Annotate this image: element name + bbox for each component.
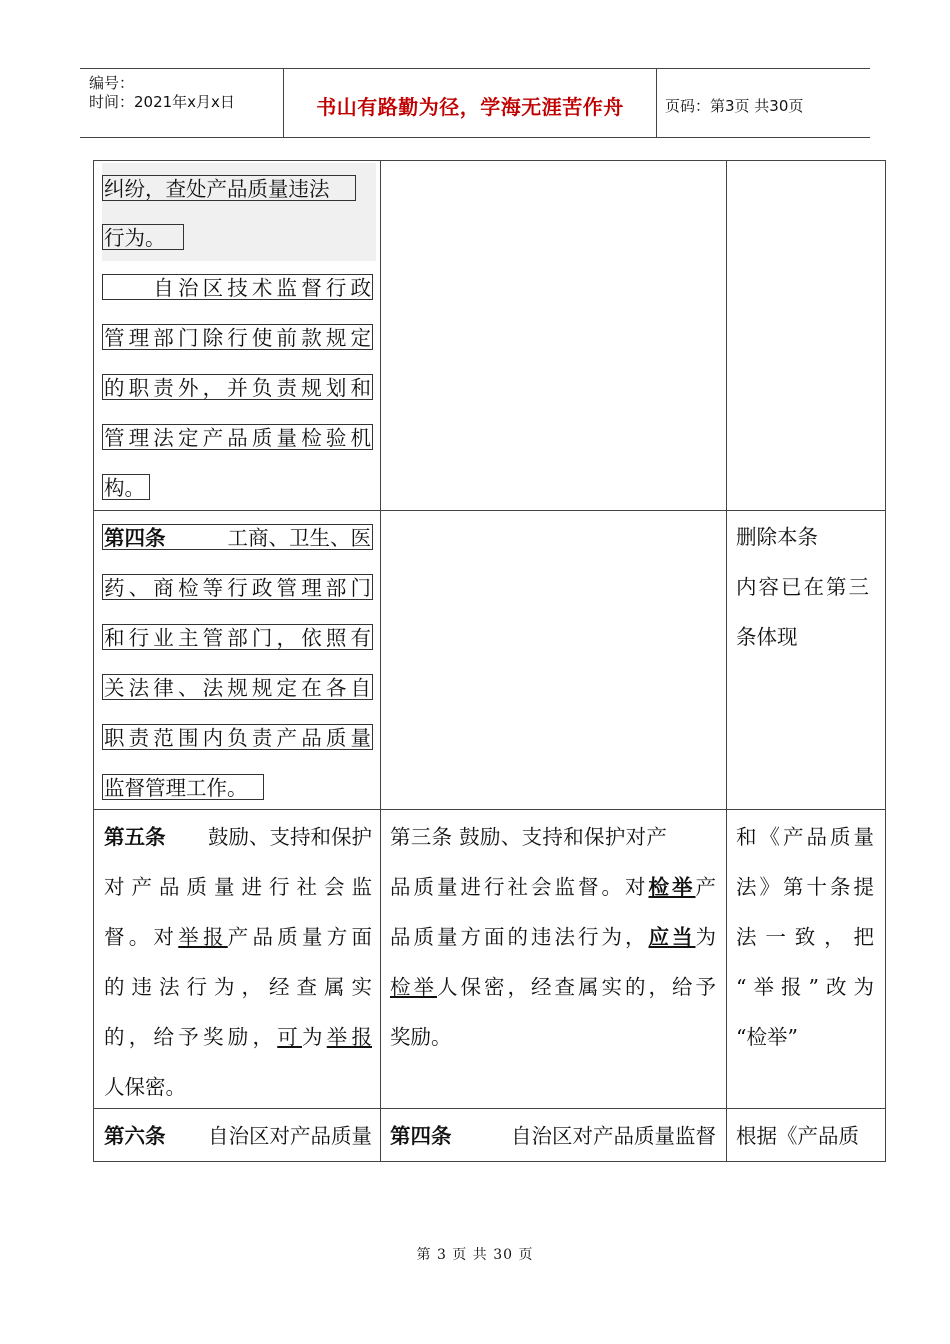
table-cell-line: 药、商检等行政管理部门	[104, 576, 371, 600]
table-cell-line: 和行业主管部门，依照有	[104, 626, 371, 650]
article-number: 第五条	[104, 825, 166, 849]
text-span: 为	[695, 925, 716, 949]
underlined-term: 举报	[326, 1025, 372, 1049]
article-number: 第六条	[104, 1124, 166, 1148]
remark-line: 内容已在第三	[736, 575, 871, 599]
underlined-term: 可	[277, 1025, 302, 1049]
table-cell-line: 人保密。	[104, 1075, 186, 1099]
text-span: 品质量进行社会监督。对	[390, 875, 649, 899]
comparison-table	[93, 160, 886, 1162]
motto-text: 书山有路勤为径，学海无涯苦作舟	[316, 95, 624, 119]
table-cell-line: 关法律、法规规定在各自	[104, 676, 371, 700]
text-span: 人保密，经查属实的，给予	[437, 975, 716, 999]
article-text: 鼓励、支持和保护	[208, 825, 372, 849]
table-cell-line: 自治区技术监督行政	[104, 276, 371, 300]
article-5-line	[104, 824, 372, 850]
article-4-line	[102, 524, 373, 550]
header-page-info: 页码：第3页 共30页	[665, 97, 804, 115]
article-text: 工商、卫生、医	[227, 526, 371, 550]
column-divider	[726, 161, 727, 1161]
table-cell-line: 纠纷，查处产品质量违法	[102, 175, 356, 201]
table-cell-line: 的违法行为，经查属实	[104, 975, 372, 999]
text-span: 产品质量方面	[227, 925, 372, 949]
underlined-term: 检举	[390, 975, 437, 999]
text-span: 为	[302, 1025, 327, 1049]
remark-line: 删除本条	[736, 525, 818, 549]
table-cell-line: 行为。	[102, 224, 184, 250]
table-cell-line: 管理法定产品质量检验机	[104, 426, 371, 450]
column-divider	[380, 161, 381, 1161]
table-cell-line	[104, 1024, 372, 1050]
table-cell-line: 的职责外，并负责规划和	[104, 376, 371, 400]
revised-line	[390, 874, 716, 900]
remark-line: “检举”	[736, 1025, 798, 1049]
table-cell-line: 监督管理工作。	[102, 774, 264, 800]
underlined-term: 举报	[178, 925, 228, 949]
article-number: 第四条	[104, 526, 166, 550]
revised-line: 奖励。	[390, 1025, 452, 1049]
revised-line: 第三条 鼓励、支持和保护对产	[390, 825, 668, 849]
text-span: 督。对	[104, 925, 179, 949]
table-cell-line: 构。	[102, 474, 150, 500]
remark-line: 根据《产品质	[736, 1124, 859, 1148]
doc-date-label: 时间：2021年x月x日	[89, 93, 235, 111]
table-cell-line: 职责范围内负责产品质量	[104, 726, 371, 750]
text-span: 品质量方面的违法行为，	[390, 925, 649, 949]
doc-number-label: 编号：	[89, 74, 135, 92]
table-cell-line: 对产品质量进行社会监	[104, 875, 372, 899]
article-6-line	[104, 1123, 372, 1149]
underlined-term: 应当	[648, 925, 696, 949]
remark-line: “举报”改为	[736, 975, 874, 999]
remark-line: 法》第十条提	[736, 875, 874, 899]
remark-line: 法一致，把	[736, 925, 874, 949]
remark-line: 和《产品质量	[736, 825, 874, 849]
text-span: 产	[695, 875, 716, 899]
row-divider	[94, 510, 885, 511]
text-span: 的，给予奖励，	[104, 1025, 278, 1049]
article-text: 自治区对产品质量	[208, 1124, 372, 1148]
header-motto-cell	[284, 69, 657, 137]
article-text: 自治区对产品质量监督	[511, 1124, 716, 1148]
table-cell-line	[104, 924, 372, 950]
article-number: 第四条	[390, 1124, 452, 1148]
revised-article-4-line	[390, 1123, 716, 1149]
header-page-cell	[657, 69, 870, 137]
remark-line: 条体现	[736, 625, 798, 649]
page-footer: 第 3 页 共 30 页	[416, 1247, 534, 1263]
row-divider	[94, 1108, 885, 1109]
header-meta-cell	[80, 69, 284, 137]
row-divider	[94, 809, 885, 810]
underlined-term: 检举	[648, 875, 696, 899]
revised-line	[390, 924, 716, 950]
page-header	[80, 68, 870, 138]
table-cell-line: 管理部门除行使前款规定	[104, 326, 371, 350]
revised-line	[390, 974, 716, 1000]
